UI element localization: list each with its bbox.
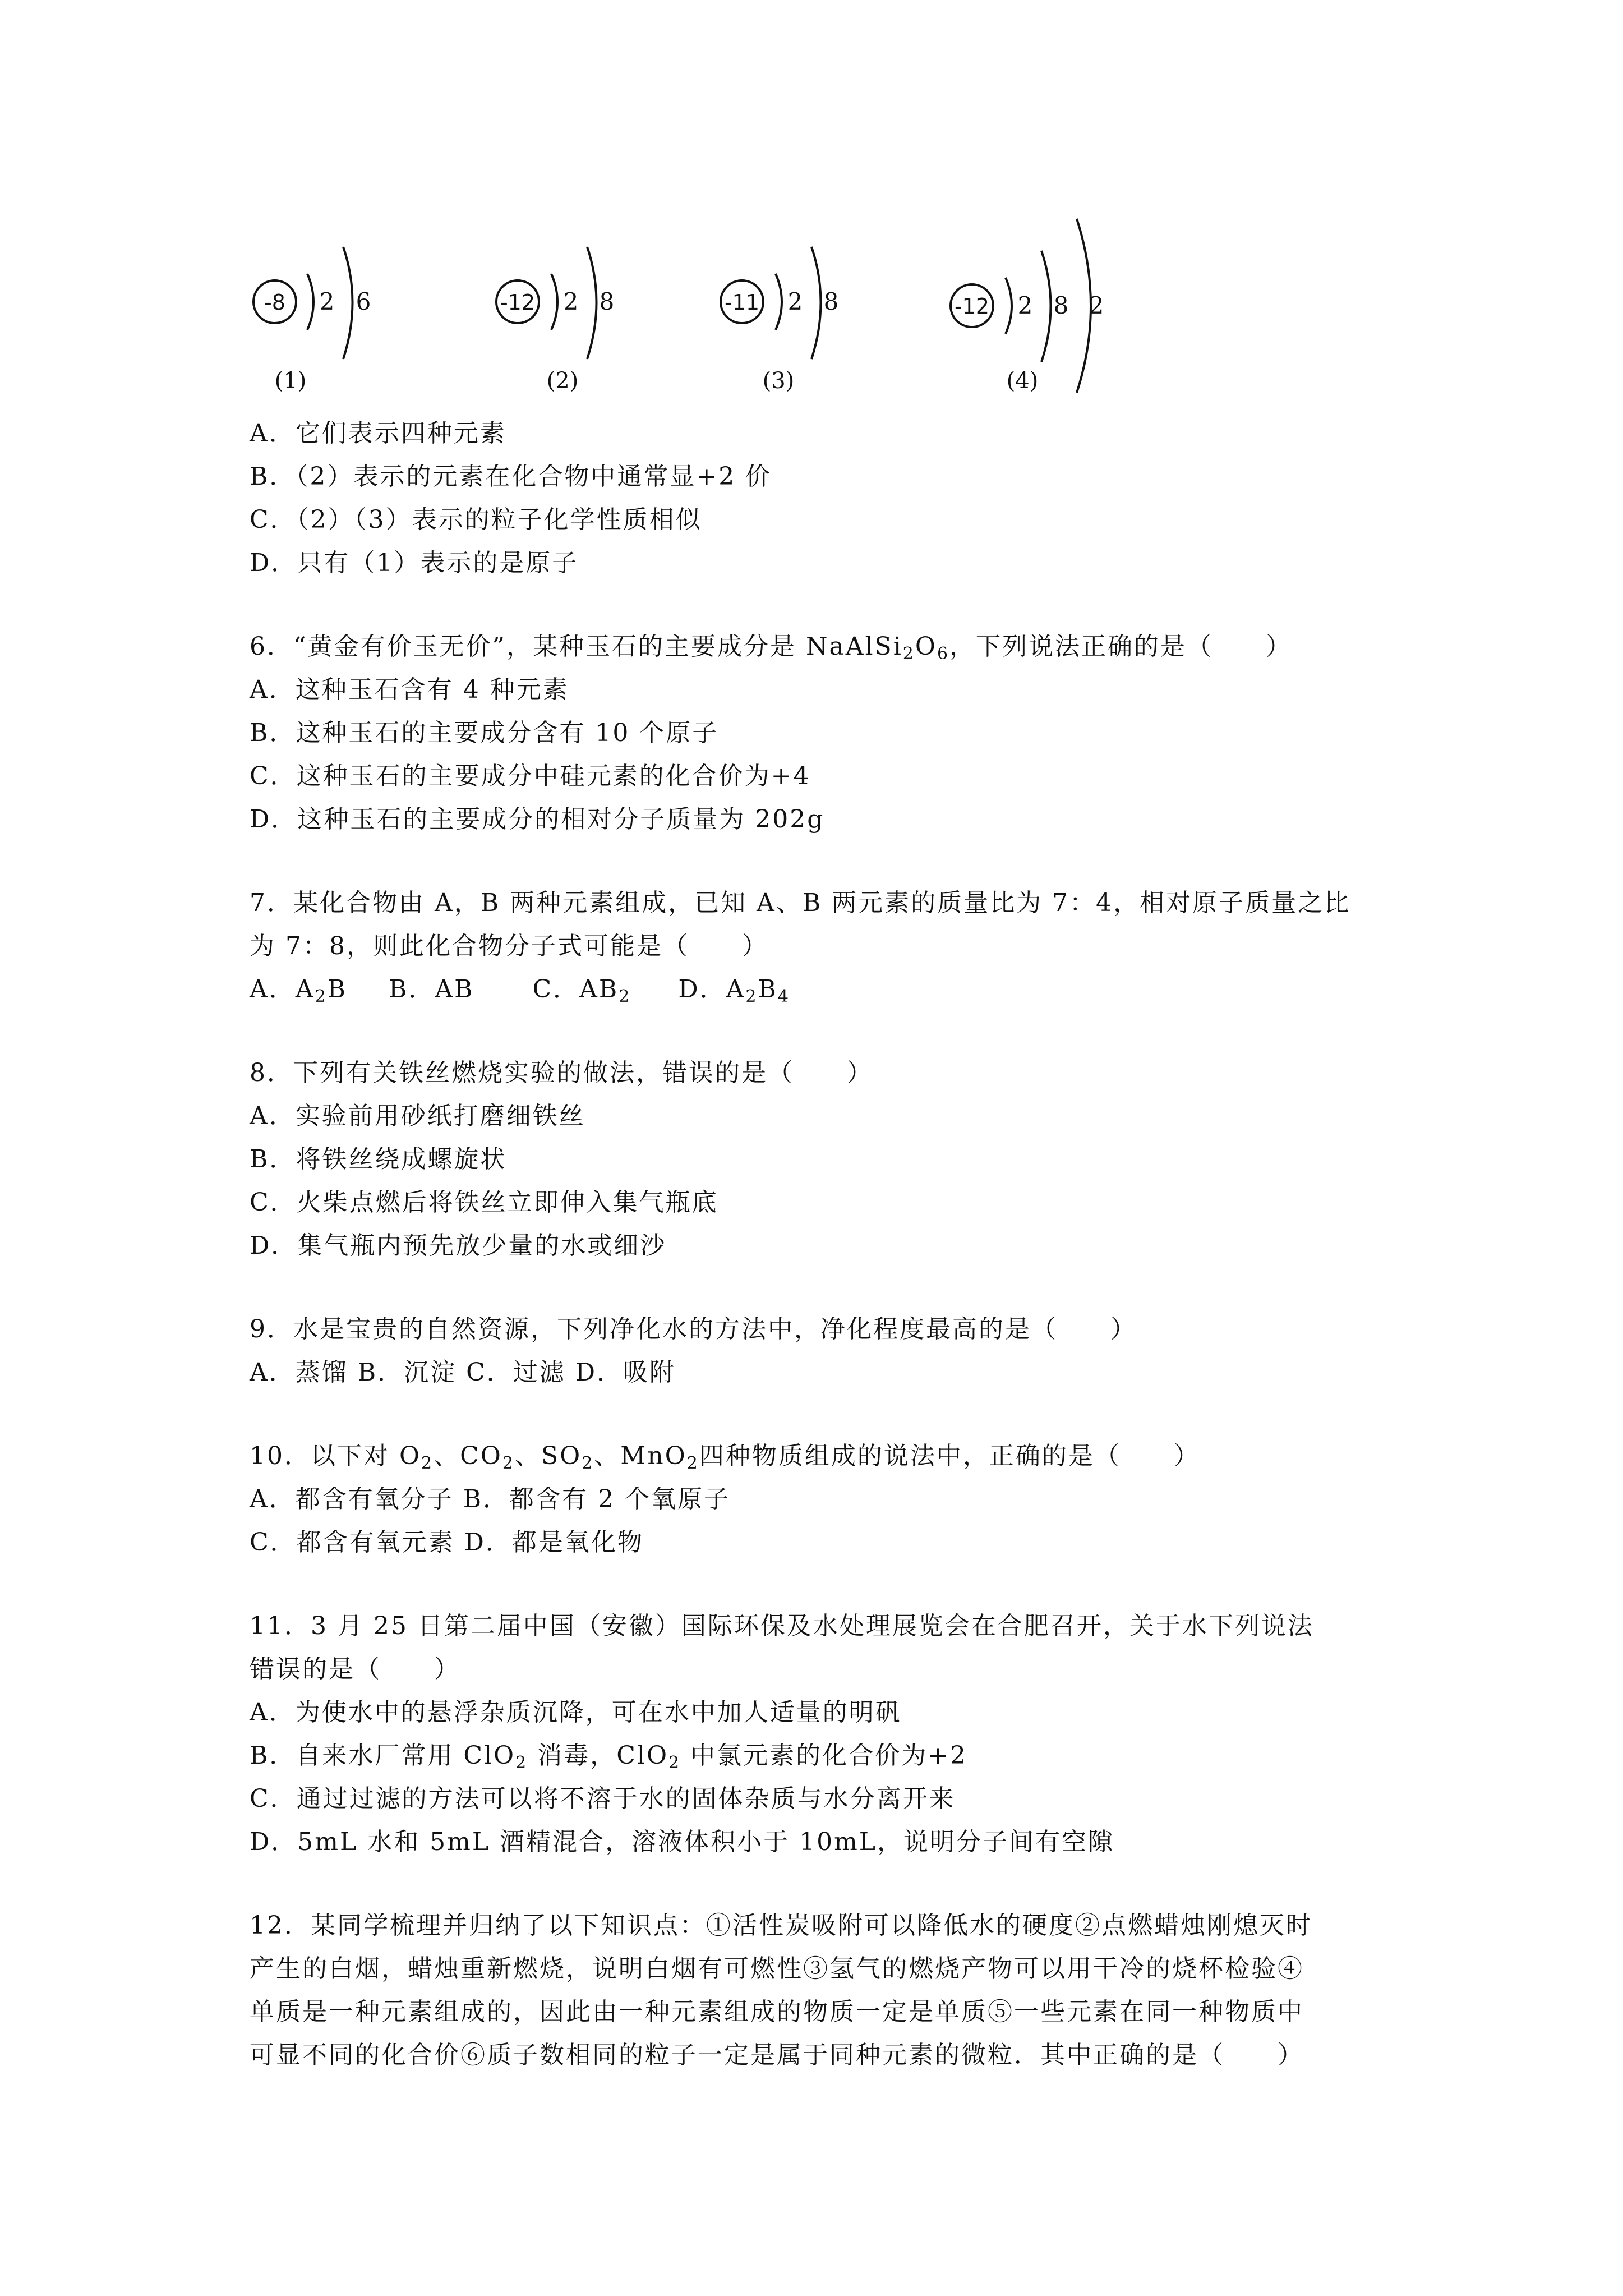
q5-option-c: C．（2）（3）表示的粒子化学性质相似 (250, 505, 702, 534)
nucleus-label-3: -11 (724, 290, 760, 315)
q9-options: A．蒸馏 B．沉淀 C．过滤 D．吸附 (250, 1358, 676, 1387)
option-text: 中氯元素的化合价为+2 (681, 1741, 967, 1770)
shell-count: 2 (563, 288, 579, 315)
q7-stem-line2: 为 7：8，则此化合物分子式可能是（ ） (250, 932, 768, 960)
subscript: 2 (515, 1753, 528, 1773)
diagram-label-1: (1) (274, 368, 307, 394)
diagram-label-2: (2) (546, 368, 579, 394)
shell-count: 2 (1017, 292, 1033, 319)
q8-stem: 8．下列有关铁丝燃烧实验的做法，错误的是（ ） (250, 1059, 873, 1087)
nucleus-label-4: -12 (954, 294, 990, 319)
shell-arc-4a (1006, 278, 1012, 334)
q7-option-a (250, 975, 347, 1004)
q12-stem-line1: 12．某同学梳理并归纳了以下知识点：①活性炭吸附可以降低水的硬度②点燃蜡烛刚熄灭时 (250, 1911, 1312, 1940)
q12-stem-line3: 单质是一种元素组成的，因此由一种元素组成的物质一定是单质⑤一些元素在同一种物质中 (250, 1998, 1304, 2026)
q6-stem-text: O (915, 632, 937, 661)
shell-arc-2b (587, 247, 597, 359)
atomic-structure-svg (241, 208, 1166, 404)
q6-option-b: B．这种玉石的主要成分含有 10 个原子 (250, 719, 719, 747)
q10-options-line1: A．都含有氧分子 B．都含有 2 个氧原子 (250, 1485, 731, 1513)
q11-option-b (250, 1740, 967, 1772)
q8-option-b: B．将铁丝绕成螺旋状 (250, 1145, 507, 1174)
option-text: D．A (678, 975, 746, 1004)
q12-stem-line2: 产生的白烟，蜡烛重新燃烧，说明白烟有可燃性③氢气的燃烧产物可以用干冷的烧杯检验④ (250, 1954, 1304, 1983)
shell-arc-3b (811, 247, 821, 359)
q5-option-d: D．只有（1）表示的是原子 (250, 549, 579, 577)
q12-stem-line4: 可显不同的化合价⑥质子数相同的粒子一定是属于同种元素的微粒．其中正确的是（ ） (250, 2041, 1304, 2069)
q10-stem-text: 、CO (434, 1442, 502, 1470)
q8-option-d: D．集气瓶内预先放少量的水或细沙 (250, 1231, 667, 1260)
q7-stem-line1: 7．某化合物由 A，B 两种元素组成，已知 A、B 两元素的质量比为 7：4，相对原子质量之比 (250, 889, 1351, 917)
shell-count: 8 (823, 288, 839, 315)
subscript: 2 (582, 1453, 594, 1473)
q6-stem-text: 6．“黄金有价玉无价”，某种玉石的主要成分是 NaAlSi (250, 632, 903, 661)
shell-count: 2 (787, 288, 803, 315)
shell-count: 2 (319, 288, 335, 315)
q11-stem-line2: 错误的是（ ） (250, 1655, 460, 1683)
subscript: 2 (315, 987, 328, 1006)
q11-option-d: D．5mL 水和 5mL 酒精混合，溶液体积小于 10mL，说明分子间有空隙 (250, 1828, 1115, 1856)
q5-option-b: B．（2）表示的元素在化合物中通常显+2 价 (250, 462, 772, 491)
subscript: 2 (745, 987, 758, 1006)
nucleus-label-2: -12 (500, 290, 536, 315)
subscript: 2 (902, 644, 915, 664)
q6-option-d: D．这种玉石的主要成分的相对分子质量为 202g (250, 805, 825, 834)
subscript: 6 (937, 644, 950, 664)
q6-option-c: C．这种玉石的主要成分中硅元素的化合价为+4 (250, 762, 811, 790)
atomic-structure-diagrams (241, 208, 1166, 404)
subscript: 2 (421, 1453, 434, 1473)
subscript: 2 (668, 1753, 681, 1773)
q5-option-a: A．它们表示四种元素 (250, 419, 506, 448)
q7-options (250, 974, 790, 1005)
shell-arc-1a (307, 274, 313, 330)
option-text: B (327, 975, 347, 1004)
diagram-label-4: (4) (1006, 368, 1039, 394)
q8-option-a: A．实验前用砂纸打磨细铁丝 (250, 1102, 585, 1130)
option-text: A．A (250, 975, 315, 1004)
subscript: 2 (686, 1453, 699, 1473)
q8-option-c: C．火柴点燃后将铁丝立即伸入集气瓶底 (250, 1188, 718, 1217)
q10-stem (250, 1441, 1200, 1472)
shell-arc-2a (551, 274, 557, 330)
shell-arc-3a (776, 274, 782, 330)
option-text: C．AB (532, 975, 619, 1004)
subscript: 2 (619, 987, 631, 1006)
shell-arc-4b (1041, 251, 1051, 362)
shell-count: 8 (1053, 292, 1069, 319)
q10-options-line2: C．都含有氧元素 D．都是氧化物 (250, 1528, 644, 1557)
q11-stem-line1: 11．3 月 25 日第二届中国（安徽）国际环保及水处理展览会在合肥召开，关于水下列说法 (250, 1612, 1314, 1640)
option-text: B．自来水厂常用 ClO (250, 1741, 516, 1770)
q7-option-d (678, 975, 790, 1004)
subscript: 4 (777, 987, 790, 1006)
shell-count: 8 (599, 288, 615, 315)
q7-option-b: B．AB (389, 975, 474, 1004)
shell-count: 6 (356, 288, 371, 315)
q10-stem-text: 、SO (514, 1442, 582, 1470)
q6-stem (250, 631, 1292, 662)
q11-option-a: A．为使水中的悬浮杂质沉降，可在水中加人适量的明矾 (250, 1698, 902, 1727)
q9-stem: 9．水是宝贵的自然资源，下列净化水的方法中，净化程度最高的是（ ） (250, 1315, 1137, 1343)
q6-stem-text: ，下列说法正确的是（ ） (949, 632, 1293, 661)
option-text: 消毒，ClO (528, 1741, 669, 1770)
option-text: B (758, 975, 778, 1004)
nucleus-label-1: -8 (264, 290, 285, 315)
q10-stem-text: 、MnO (594, 1442, 687, 1470)
q10-stem-text: 四种物质组成的说法中，正确的是（ ） (699, 1442, 1200, 1470)
q11-option-c: C．通过过滤的方法可以将不溶于水的固体杂质与水分离开来 (250, 1784, 956, 1813)
subscript: 2 (502, 1453, 515, 1473)
shell-count: 2 (1089, 292, 1104, 319)
shell-arc-1b (343, 247, 353, 359)
q6-option-a: A．这种玉石含有 4 种元素 (250, 675, 569, 704)
diagram-label-3: (3) (762, 368, 795, 394)
q10-stem-text: 10．以下对 O (250, 1442, 422, 1470)
q7-option-c (532, 975, 631, 1004)
